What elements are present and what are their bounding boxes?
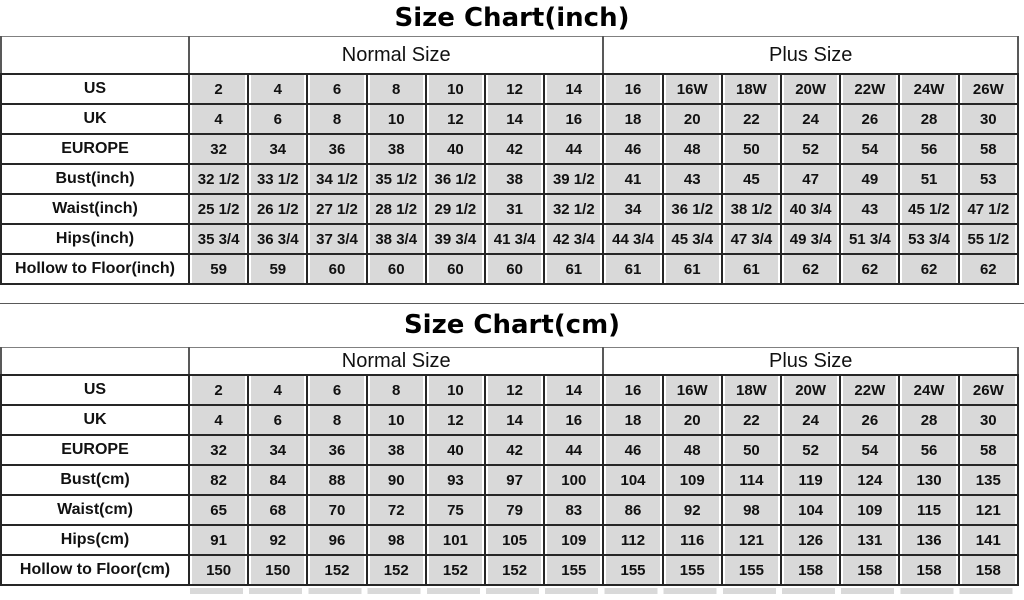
size-cell: 40 [426,134,485,164]
size-cell: 109 [663,465,722,495]
size-cell: 130 [899,465,958,495]
size-cell: 60 [367,254,426,284]
size-cell: 26 [840,405,899,435]
size-cell: 91 [189,525,248,555]
size-cell: 2 [189,74,248,104]
size-chart-cm-table [0,347,1019,586]
size-cell: 46 [603,134,662,164]
size-cell: 96 [307,525,366,555]
size-cell: 8 [367,375,426,405]
size-cell: 32 [189,134,248,164]
size-cell: 36 [307,435,366,465]
size-cell: 35 3/4 [189,224,248,254]
size-cell: 158 [959,555,1018,585]
size-cell: 26 1/2 [248,194,307,224]
size-cell: 18 [603,104,662,134]
size-cell: 28 [899,405,958,435]
size-cell: 92 [248,525,307,555]
size-cell: 6 [307,74,366,104]
size-cell: 68 [248,495,307,525]
size-chart-cm-section [0,304,1024,586]
size-cell: 115 [899,495,958,525]
size-cell: 56 [899,134,958,164]
size-cell: 45 1/2 [899,194,958,224]
size-cell: 59 [248,254,307,284]
size-cell: 14 [544,74,603,104]
size-cell: 29 1/2 [426,194,485,224]
size-cell: 61 [663,254,722,284]
row-label: Hollow to Floor(inch) [1,254,189,284]
size-cell: 65 [189,495,248,525]
table-row [1,194,1018,224]
group-header-row [1,37,1018,75]
size-cell: 16W [663,74,722,104]
size-cell: 121 [722,525,781,555]
corner-cell [1,348,189,376]
size-cell: 34 [248,435,307,465]
size-cell: 30 [959,405,1018,435]
size-cell: 16W [663,375,722,405]
size-cell: 52 [781,435,840,465]
size-cell: 49 [840,164,899,194]
table-row [1,525,1018,555]
size-cell: 150 [248,555,307,585]
size-cell: 32 [189,435,248,465]
size-cell: 43 [663,164,722,194]
size-cell: 16 [603,375,662,405]
row-label: UK [1,405,189,435]
size-cell: 124 [840,465,899,495]
size-cell: 155 [722,555,781,585]
size-cell: 2 [189,375,248,405]
size-cell: 14 [544,375,603,405]
size-cell: 20W [781,375,840,405]
size-cell: 86 [603,495,662,525]
size-cell: 48 [663,134,722,164]
size-cell: 109 [840,495,899,525]
size-cell: 126 [781,525,840,555]
size-cell: 44 [544,435,603,465]
size-cell: 38 3/4 [367,224,426,254]
size-cell: 20 [663,405,722,435]
size-cell: 22W [840,375,899,405]
size-cell: 50 [722,134,781,164]
size-cell: 25 1/2 [189,194,248,224]
size-cell: 135 [959,465,1018,495]
size-cell: 75 [426,495,485,525]
row-label: US [1,375,189,405]
size-cell: 22 [722,405,781,435]
size-cell: 20W [781,74,840,104]
size-cell: 22W [840,74,899,104]
size-cell: 31 [485,194,544,224]
size-cell: 155 [663,555,722,585]
size-cell: 16 [544,405,603,435]
size-cell: 32 1/2 [544,194,603,224]
table-row [1,74,1018,104]
row-label: Waist(inch) [1,194,189,224]
size-cell: 49 3/4 [781,224,840,254]
size-cell: 34 [603,194,662,224]
row-label: Hips(inch) [1,224,189,254]
size-cell: 14 [485,104,544,134]
table-row [1,555,1018,585]
size-cell: 45 [722,164,781,194]
size-cell: 38 [485,164,544,194]
size-cell: 53 [959,164,1018,194]
size-cell: 158 [899,555,958,585]
size-cell: 150 [189,555,248,585]
size-cell: 8 [307,405,366,435]
size-cell: 46 [603,435,662,465]
size-cell: 72 [367,495,426,525]
size-cell: 12 [426,405,485,435]
cropped-next-row-sliver [190,588,1019,594]
size-cell: 58 [959,134,1018,164]
size-cell: 141 [959,525,1018,555]
size-cell: 41 [603,164,662,194]
size-cell: 109 [544,525,603,555]
size-cell: 79 [485,495,544,525]
size-cell: 158 [781,555,840,585]
size-cell: 70 [307,495,366,525]
size-cell: 6 [248,104,307,134]
size-cell: 36 3/4 [248,224,307,254]
row-label: EUROPE [1,435,189,465]
table-row [1,405,1018,435]
size-cell: 4 [248,375,307,405]
size-cell: 20 [663,104,722,134]
size-cell: 92 [663,495,722,525]
size-chart-inch-section [0,0,1024,285]
size-cell: 62 [781,254,840,284]
table-row [1,134,1018,164]
size-cell: 36 1/2 [426,164,485,194]
size-cell: 8 [367,74,426,104]
size-cell: 62 [840,254,899,284]
size-cell: 158 [840,555,899,585]
size-cell: 34 1/2 [307,164,366,194]
size-cell: 60 [485,254,544,284]
size-cell: 30 [959,104,1018,134]
size-cell: 131 [840,525,899,555]
size-cell: 152 [367,555,426,585]
size-cell: 18W [722,74,781,104]
size-cell: 40 [426,435,485,465]
row-label: Hollow to Floor(cm) [1,555,189,585]
size-cell: 59 [189,254,248,284]
size-cell: 42 3/4 [544,224,603,254]
size-cell: 60 [307,254,366,284]
size-cell: 10 [367,405,426,435]
size-cell: 8 [307,104,366,134]
size-cell: 27 1/2 [307,194,366,224]
size-cell: 6 [248,405,307,435]
size-cell: 24W [899,375,958,405]
size-cell: 93 [426,465,485,495]
size-cell: 26W [959,74,1018,104]
size-cell: 33 1/2 [248,164,307,194]
table-row [1,465,1018,495]
size-cell: 84 [248,465,307,495]
size-cell: 88 [307,465,366,495]
size-cell: 38 1/2 [722,194,781,224]
corner-cell [1,37,189,75]
row-label: US [1,74,189,104]
table-row [1,254,1018,284]
size-cell: 12 [485,375,544,405]
size-cell: 90 [367,465,426,495]
size-cell: 83 [544,495,603,525]
size-cell: 51 3/4 [840,224,899,254]
size-cell: 12 [485,74,544,104]
size-cell: 42 [485,134,544,164]
plus-size-header: Plus Size [603,348,1018,376]
size-cell: 104 [603,465,662,495]
size-chart-inch-table [0,36,1019,285]
size-cell: 26W [959,375,1018,405]
size-cell: 43 [840,194,899,224]
size-cell: 34 [248,134,307,164]
size-cell: 54 [840,134,899,164]
size-cell: 44 3/4 [603,224,662,254]
size-cell: 100 [544,465,603,495]
size-cell: 116 [663,525,722,555]
size-cell: 121 [959,495,1018,525]
size-cell: 26 [840,104,899,134]
row-label: Bust(cm) [1,465,189,495]
size-cell: 42 [485,435,544,465]
size-cell: 104 [781,495,840,525]
size-cell: 47 3/4 [722,224,781,254]
size-cell: 4 [189,104,248,134]
size-cell: 24W [899,74,958,104]
size-cell: 35 1/2 [367,164,426,194]
table-row [1,435,1018,465]
size-cell: 45 3/4 [663,224,722,254]
size-cell: 41 3/4 [485,224,544,254]
size-cell: 52 [781,134,840,164]
normal-size-header: Normal Size [189,37,603,75]
normal-size-header: Normal Size [189,348,603,376]
size-cell: 155 [544,555,603,585]
size-cell: 6 [307,375,366,405]
size-cell: 47 1/2 [959,194,1018,224]
size-cell: 98 [367,525,426,555]
size-cell: 62 [959,254,1018,284]
table-row [1,224,1018,254]
size-cell: 24 [781,405,840,435]
size-cell: 10 [367,104,426,134]
table-row [1,495,1018,525]
size-cell: 24 [781,104,840,134]
size-cell: 82 [189,465,248,495]
group-header-row [1,348,1018,376]
size-cell: 32 1/2 [189,164,248,194]
row-label: Waist(cm) [1,495,189,525]
size-cell: 97 [485,465,544,495]
size-cell: 98 [722,495,781,525]
size-cell: 152 [307,555,366,585]
size-cell: 18W [722,375,781,405]
table-row [1,375,1018,405]
size-cell: 36 [307,134,366,164]
size-cell: 55 1/2 [959,224,1018,254]
size-cell: 60 [426,254,485,284]
size-cell: 28 1/2 [367,194,426,224]
table-row [1,164,1018,194]
size-cell: 10 [426,375,485,405]
size-cell: 12 [426,104,485,134]
size-cell: 22 [722,104,781,134]
size-cell: 39 3/4 [426,224,485,254]
size-cell: 48 [663,435,722,465]
size-cell: 105 [485,525,544,555]
size-cell: 61 [544,254,603,284]
size-cell: 56 [899,435,958,465]
table-row [1,104,1018,134]
size-cell: 37 3/4 [307,224,366,254]
size-cell: 28 [899,104,958,134]
size-cell: 61 [603,254,662,284]
size-cell: 101 [426,525,485,555]
size-cell: 14 [485,405,544,435]
size-chart-inch-title: Size Chart(inch) [394,3,630,33]
size-cell: 4 [248,74,307,104]
size-cell: 152 [485,555,544,585]
size-cell: 61 [722,254,781,284]
size-cell: 38 [367,134,426,164]
row-label: Bust(inch) [1,164,189,194]
size-cell: 54 [840,435,899,465]
size-cell: 51 [899,164,958,194]
row-label: Hips(cm) [1,525,189,555]
size-cell: 119 [781,465,840,495]
size-cell: 152 [426,555,485,585]
size-cell: 114 [722,465,781,495]
row-label: UK [1,104,189,134]
row-label: EUROPE [1,134,189,164]
size-cell: 36 1/2 [663,194,722,224]
size-cell: 50 [722,435,781,465]
size-cell: 155 [603,555,662,585]
size-cell: 136 [899,525,958,555]
size-cell: 58 [959,435,1018,465]
size-cell: 4 [189,405,248,435]
size-cell: 47 [781,164,840,194]
size-cell: 44 [544,134,603,164]
size-cell: 10 [426,74,485,104]
size-cell: 38 [367,435,426,465]
size-cell: 18 [603,405,662,435]
plus-size-header: Plus Size [603,37,1018,75]
size-cell: 39 1/2 [544,164,603,194]
size-cell: 16 [603,74,662,104]
size-cell: 112 [603,525,662,555]
size-chart-cm-title: Size Chart(cm) [403,310,621,340]
size-cell: 40 3/4 [781,194,840,224]
size-cell: 16 [544,104,603,134]
size-cell: 53 3/4 [899,224,958,254]
size-cell: 62 [899,254,958,284]
